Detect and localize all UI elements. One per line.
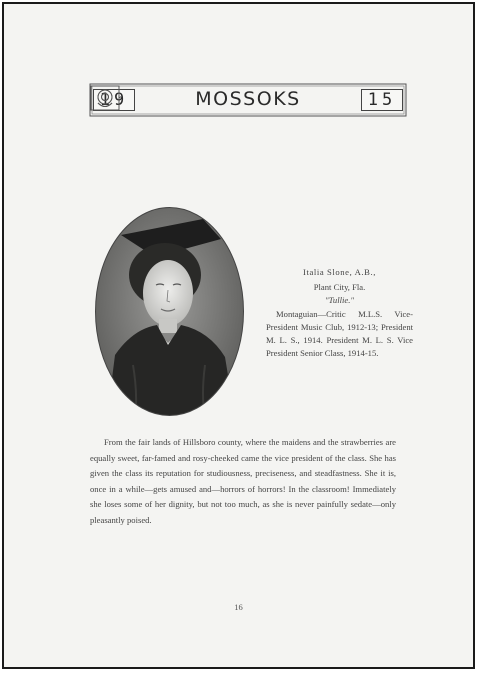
header-banner	[89, 83, 407, 117]
yearbook-page	[2, 2, 475, 669]
portrait-caption	[266, 266, 413, 360]
student-activities: Montaguian—Critic M.L.S. Vice-President Music Club, 1912-13; President M. L. S., 1914. President M. L. S. Vice President Senior Class, 1914-15.	[266, 309, 413, 358]
student-portrait-photo	[93, 205, 246, 418]
year-left: 19	[93, 89, 135, 111]
yearbook-title: MOSSOKS	[195, 88, 301, 110]
student-nickname: "Tullie."	[325, 295, 354, 305]
page-number: 16	[234, 602, 243, 612]
student-hometown: Plant City, Fla.	[313, 282, 366, 292]
year-right: 15	[361, 89, 403, 111]
rose-ornament-right-icon	[89, 83, 121, 113]
student-biography: From the fair lands of Hillsboro county, where the maidens and the strawberries are equally sweet, far-famed and rosy-cheeked came the vice president of the class. She has given the class its reputation for studiousness, preciseness, and steadfastness. She it is, once in a while—gets amused and—horrors of horrors! In the classroom! Immediately she loses some of her dignity, but not too much, as she is never painfully sedate—only pleasantly poised.	[90, 437, 396, 525]
student-name: Italia Slone, A.B.,	[303, 267, 376, 277]
